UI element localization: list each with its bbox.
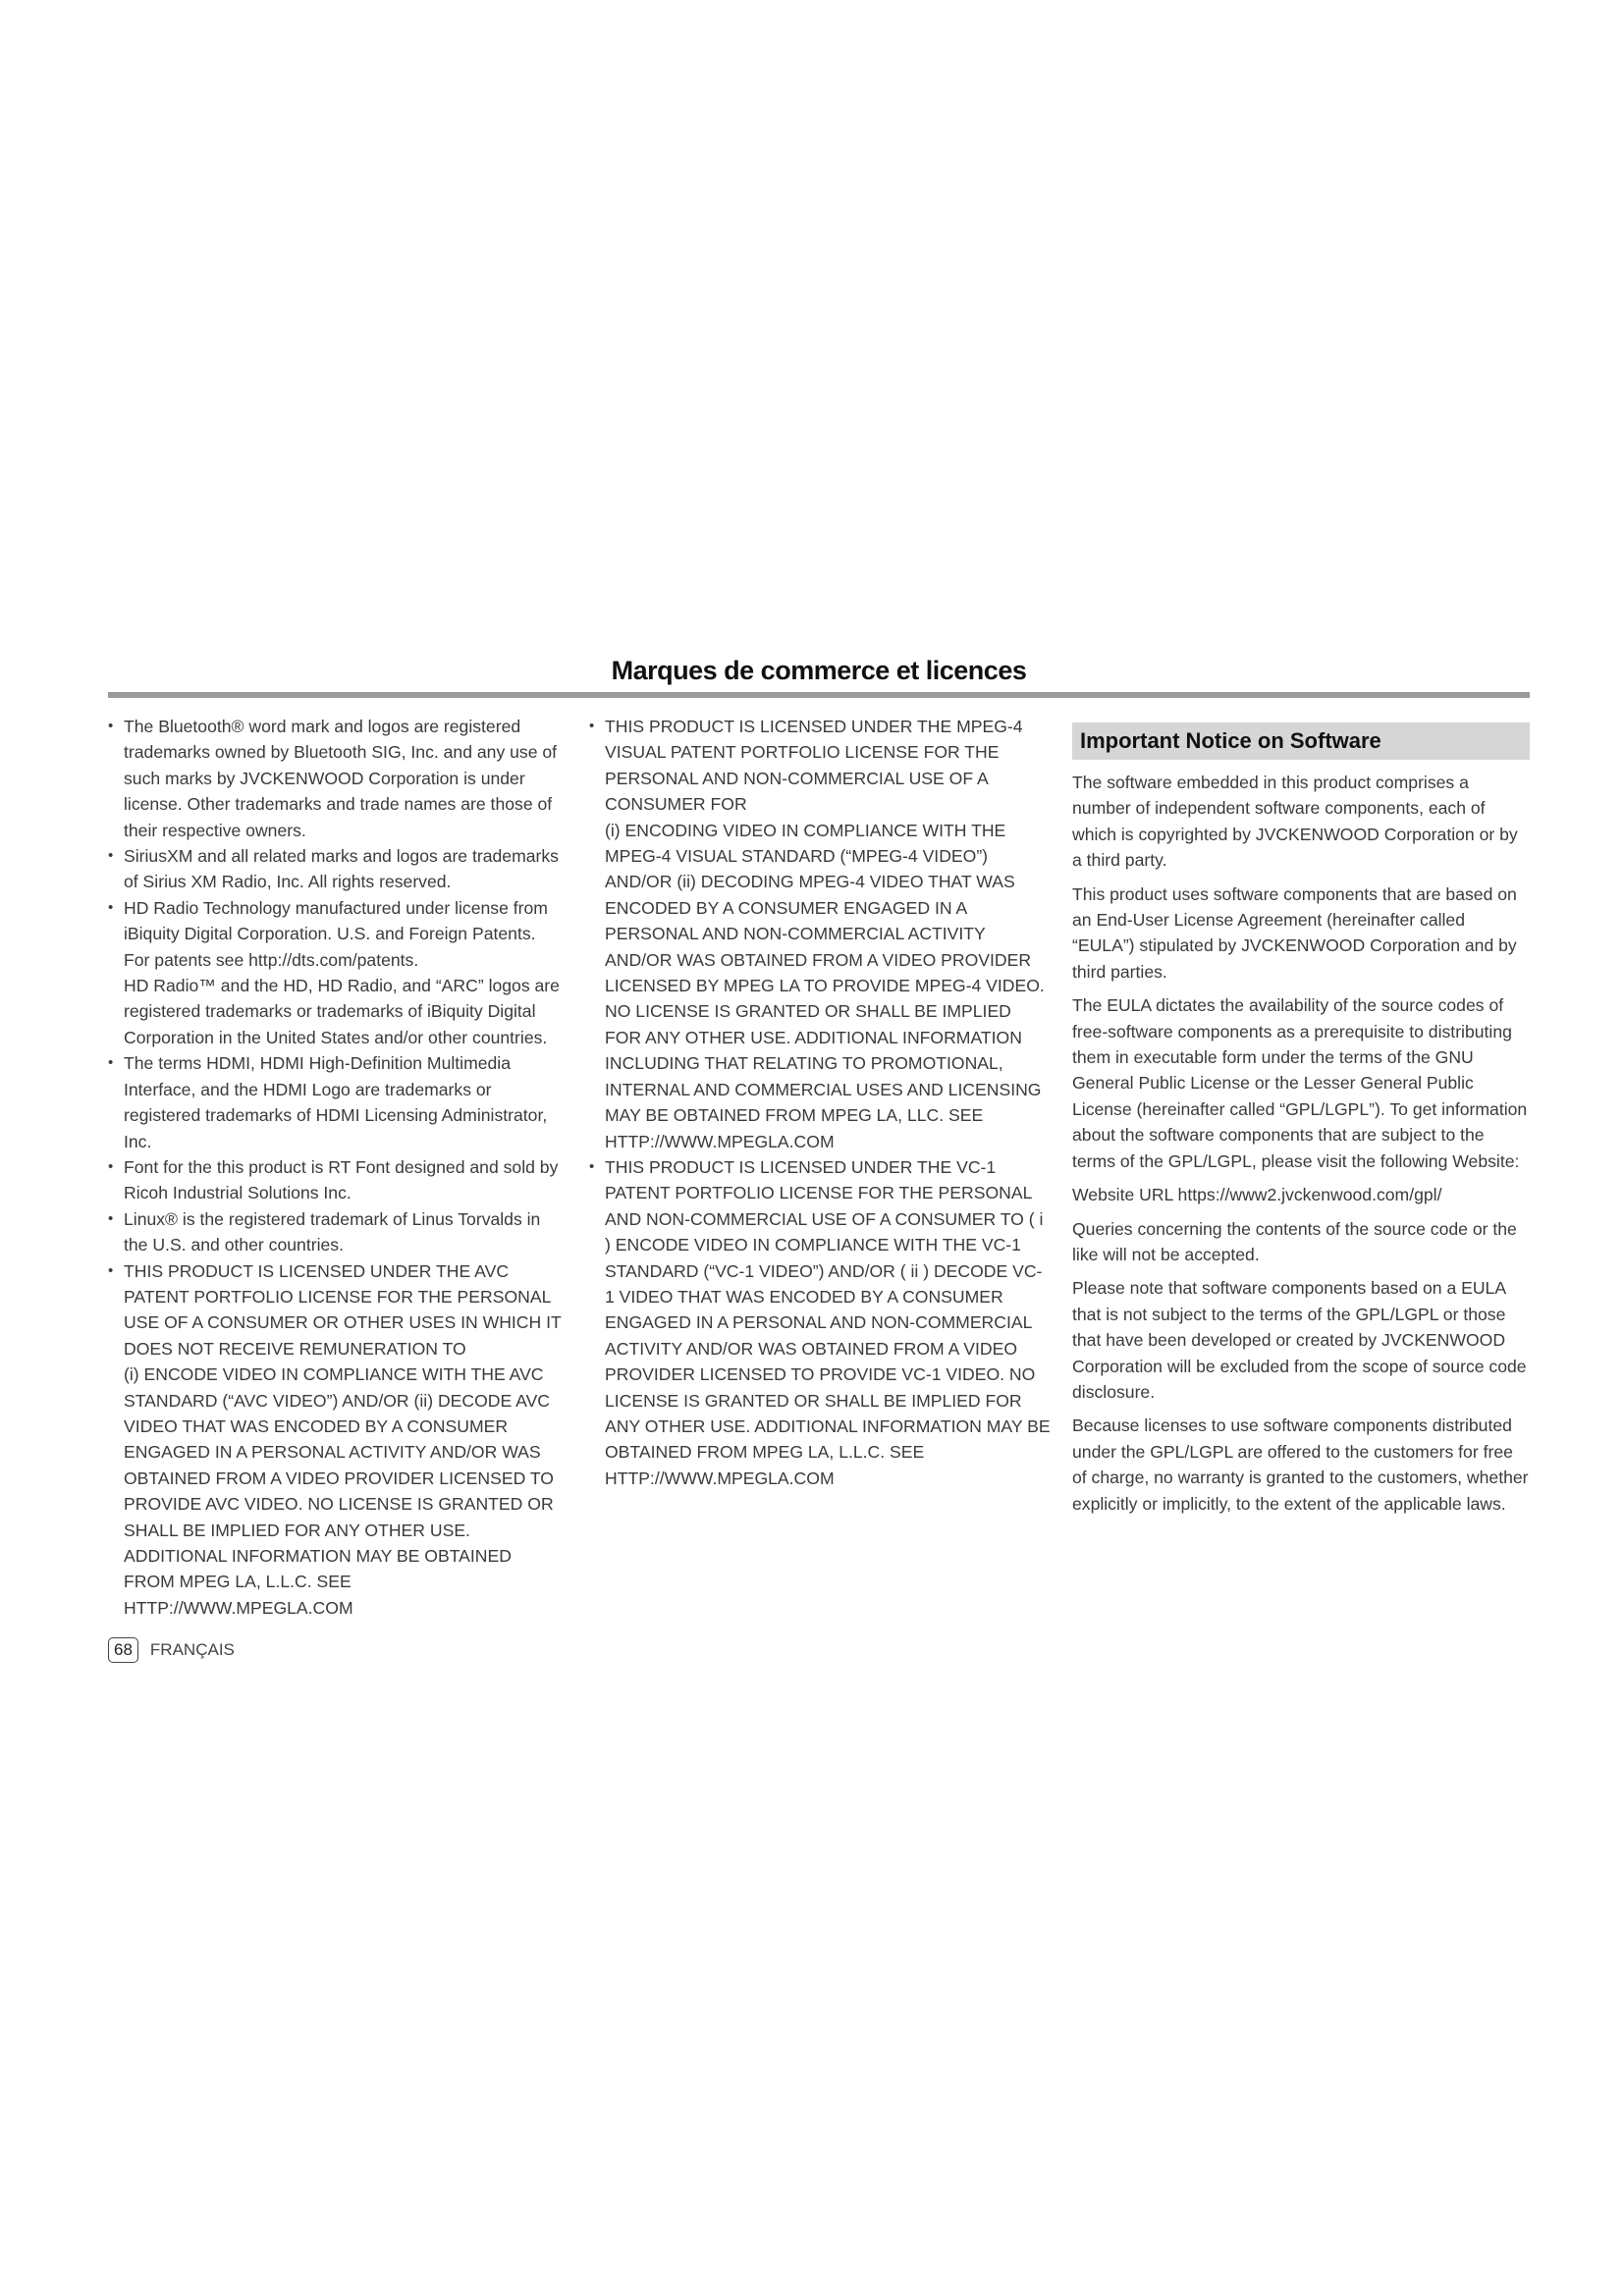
notice-paragraph: This product uses software components that are based on an End-User License Agreement (hereinafter called “EULA”) stipulated by JVCKENWOOD Corporation and by third parties. [1072, 883, 1517, 982]
list-item [108, 1258, 565, 1622]
notice-paragraph: The software embedded in this product comprises a number of independent software components, each of which is copyrighted by JVCKENWOOD Corporation or by a third party. [1072, 773, 1518, 871]
notice-website-url: Website URL https://www2.jvckenwood.com/gpl/ [1072, 1185, 1442, 1205]
list-item [108, 1050, 565, 1154]
list-item [108, 714, 565, 843]
list-item-text: (i) ENCODING VIDEO IN COMPLIANCE WITH THE MPEG-4 VISUAL STANDARD (“MPEG-4 VIDEO”) AND/OR (ii) DECODING MPEG-4 VIDEO THAT WAS ENCODED BY A CONSUMER ENGAGED IN A PERSONAL AND NON-COMMERCIAL ACTIVITY AND/OR WAS OBTAINED FROM A VIDEO PROVIDER LICENSED BY MPEG LA TO PROVIDE MPEG-4 VIDEO. NO LICENSE IS GRANTED OR SHALL BE IMPLIED FOR ANY OTHER USE. ADDITIONAL INFORMATION INCLUDING THAT RELATING TO PROMOTIONAL, INTERNAL AND COMMERCIAL USES AND LICENSING MAY BE OBTAINED FROM MPEG LA, LLC. SEE HTTP://WWW.MPEGLA.COM [605, 820, 1045, 1151]
list-item-text: HD Radio™ and the HD, HD Radio, and “ARC” logos are registered trademarks or trademarks of iBiquity Digital Corporation in the United States and/or other countries. [124, 976, 560, 1047]
list-item [589, 1154, 1051, 1491]
column-right [1072, 714, 1530, 1524]
list-item [108, 895, 565, 1050]
column-middle [589, 714, 1051, 1491]
list-item-text: • THIS PRODUCT IS LICENSED UNDER THE AVC PATENT PORTFOLIO LICENSE FOR THE PERSONAL USE OF A CONSUMER OR OTHER USES IN WHICH IT DOES NOT RECEIVE REMUNERATION TO [124, 1260, 562, 1359]
notice-paragraph: Please note that software components based on a EULA that is not subject to the terms of the GPL/LGPL or those that have been developed or created by JVCKENWOOD Corporation will be excluded from the scope of source code disclosure. [1072, 1278, 1527, 1402]
title-rule [108, 692, 1530, 698]
list-item [108, 1154, 565, 1206]
list-item [108, 1206, 565, 1258]
list-item-text: • THIS PRODUCT IS LICENSED UNDER THE MPEG-4 VISUAL PATENT PORTFOLIO LICENSE FOR THE PERSONAL AND NON-COMMERCIAL USE OF A CONSUMER FOR [605, 717, 1023, 815]
list-item-text: • Linux® is the registered trademark of Linus Torvalds in the U.S. and other countries. [124, 1208, 541, 1255]
list-item-text: • HD Radio Technology manufactured under license from iBiquity Digital Corporation. U.S. and Foreign Patents. For patents see http://dts.com/patents. [124, 897, 548, 970]
page-footer [108, 1637, 235, 1663]
column-left [108, 714, 565, 1621]
page-title: Marques de commerce et licences [611, 656, 1027, 685]
notice-paragraph: Because licenses to use software components distributed under the GPL/LGPL are offered to the customers for free of charge, no warranty is granted to the customers, whether explicitly or implicitly, to the extent of the applicable laws. [1072, 1415, 1529, 1514]
notice-paragraph: The EULA dictates the availability of the source codes of free-software components as a prerequisite to distributing them in executable form under the terms of the GNU General Public License or the Lesser General Public License (hereinafter called “GPL/LGPL”). To get information about the software components that are subject to the terms of the GPL/LGPL, please visit the following Website: [1072, 995, 1528, 1171]
list-item [108, 843, 565, 895]
trademark-list-middle [589, 714, 1051, 1491]
list-item-text: • The terms HDMI, HDMI High-Definition Multimedia Interface, and the HDMI Logo are trademarks or registered trademarks of HDMI Licensing Administrator, Inc. [124, 1053, 548, 1151]
notice-paragraph: Queries concerning the contents of the source code or the like will not be accepted. [1072, 1218, 1517, 1264]
page-number: 68 [108, 1637, 138, 1663]
list-item-text: • The Bluetooth® word mark and logos are registered trademarks owned by Bluetooth SIG, Inc. and any use of such marks by JVCKENWOOD Corporation is under license. Other trademarks and trade names are those of their respective owners. [124, 717, 558, 840]
list-item [589, 714, 1051, 1154]
trademark-list-left [108, 714, 565, 1621]
list-item-text: • SiriusXM and all related marks and logos are trademarks of Sirius XM Radio, Inc. All rights reserved. [124, 846, 559, 892]
list-item-text: • Font for the this product is RT Font designed and sold by Ricoh Industrial Solutions Inc. [124, 1156, 559, 1203]
list-item-text: (i) ENCODE VIDEO IN COMPLIANCE WITH THE AVC STANDARD (“AVC VIDEO”) AND/OR (ii) DECODE AVC VIDEO THAT WAS ENCODED BY A CONSUMER ENGAGED IN A PERSONAL ACTIVITY AND/OR WAS OBTAINED FROM A VIDEO PROVIDER LICENSED TO PROVIDE AVC VIDEO. NO LICENSE IS GRANTED OR SHALL BE IMPLIED FOR ANY OTHER USE. ADDITIONAL INFORMATION MAY BE OBTAINED FROM MPEG LA, L.L.C. SEE HTTP://WWW.MPEGLA.COM [124, 1364, 554, 1618]
list-item-text: • THIS PRODUCT IS LICENSED UNDER THE VC-1 PATENT PORTFOLIO LICENSE FOR THE PERSONAL AND NON-COMMERCIAL USE OF A CONSUMER TO ( i ) ENCODE VIDEO IN COMPLIANCE WITH THE VC-1 STANDARD (“VC-1 VIDEO”) AND/OR ( ii ) DECODE VC-1 VIDEO THAT WAS ENCODED BY A CONSUMER ENGAGED IN A PERSONAL AND NON-COMMERCIAL ACTIVITY AND/OR WAS OBTAINED FROM A VIDEO PROVIDER LICENSED TO PROVIDE VC-1 VIDEO. NO LICENSE IS GRANTED OR SHALL BE IMPLIED FOR ANY OTHER USE. ADDITIONAL INFORMATION MAY BE OBTAINED FROM MPEG LA, L.L.C. SEE HTTP://WWW.MPEGLA.COM [605, 1156, 1051, 1488]
notice-heading: Important Notice on Software [1072, 722, 1530, 760]
footer-language: FRANÇAIS [149, 1640, 235, 1659]
